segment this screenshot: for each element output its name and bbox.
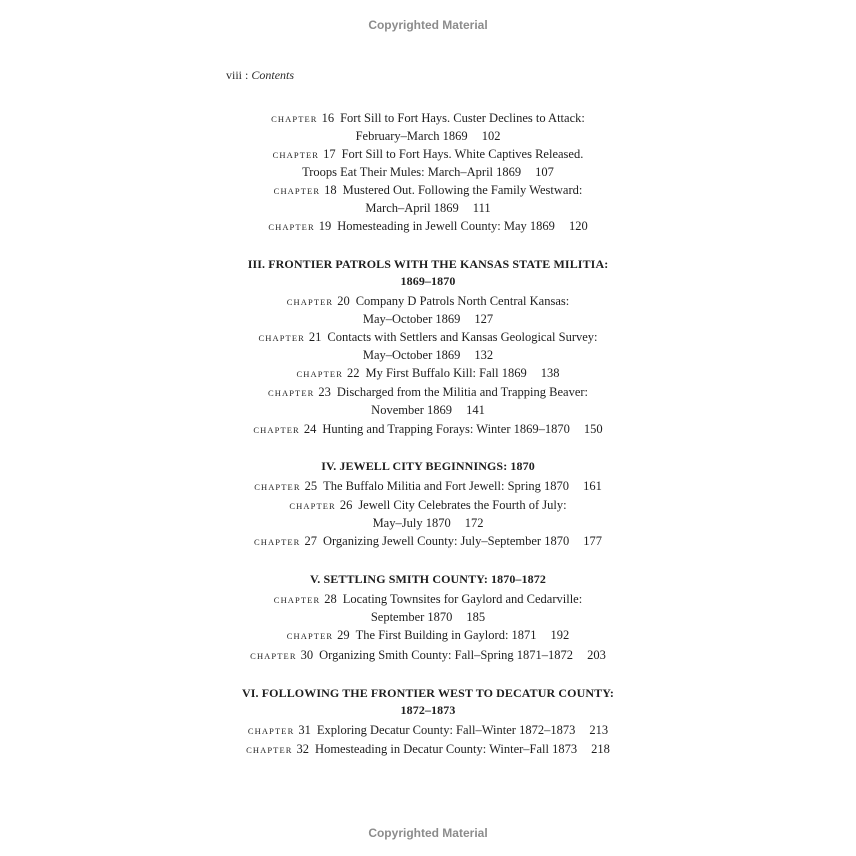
chapter-label: CHAPTER (289, 501, 336, 511)
chapter-number: 26 (339, 498, 353, 512)
chapter-label: CHAPTER (267, 388, 315, 398)
copyright-watermark-bottom: Copyrighted Material (368, 826, 488, 840)
page-number: 192 (550, 628, 570, 642)
part-title: III. FRONTIER PATROLS WITH THE KANSAS STATE MILITIA: (247, 257, 609, 271)
page-number: 102 (481, 129, 501, 143)
page-number: 132 (474, 348, 494, 362)
running-head-section: Contents (251, 68, 295, 82)
toc-entry-chapter-24 (226, 421, 630, 439)
chapter-number: 18 (324, 183, 337, 197)
chapter-title: Company D Patrols North Central Kansas: (355, 294, 570, 308)
toc-entry-chapter-32 (226, 741, 630, 759)
part-dates: 1869–1870 (400, 274, 456, 288)
page-number: 172 (464, 516, 484, 530)
running-head-separator: : (245, 68, 249, 82)
toc-entry-chapter-25 (226, 478, 630, 496)
toc-entry-chapter-17 (226, 146, 630, 181)
toc-entry-chapter-27 (226, 533, 630, 551)
chapter-title-continued: May–October 1869 (362, 312, 461, 326)
toc-entry-chapter-16 (226, 110, 630, 145)
chapter-number: 31 (298, 723, 311, 737)
chapter-title-continued: November 1869 (371, 403, 453, 417)
chapter-number: 29 (337, 628, 350, 642)
page-number: 161 (583, 479, 602, 493)
part-title: V. SETTLING SMITH COUNTY: 1870–1872 (310, 572, 546, 586)
part-title: VI. FOLLOWING THE FRONTIER WEST TO DECATUR COUNTY: (242, 686, 614, 700)
toc-entry-chapter-20 (226, 293, 630, 328)
chapter-number: 23 (318, 385, 331, 399)
chapter-title: Fort Sill to Fort Hays. White Captives Released. (341, 147, 584, 161)
part-dates: 1872–1873 (400, 703, 456, 717)
chapter-label: CHAPTER (272, 150, 320, 160)
chapter-title-continued: May–October 1869 (362, 348, 461, 362)
part-heading-v (200, 571, 656, 588)
part-heading-vi (200, 685, 656, 719)
chapter-title: Exploring Decatur County: Fall–Winter 1872–1873 (316, 723, 576, 737)
page-number: 127 (474, 312, 494, 326)
chapter-title: Fort Sill to Fort Hays. Custer Declines to Attack: (340, 111, 585, 125)
page-number: 213 (589, 723, 609, 737)
chapter-number: 21 (308, 330, 322, 344)
folio: viii (226, 68, 243, 82)
chapter-title-continued: February–March 1869 (355, 129, 468, 143)
chapter-number: 30 (300, 648, 314, 662)
page-number: 107 (535, 165, 554, 179)
toc-entry-chapter-30 (226, 647, 630, 665)
chapter-label: CHAPTER (286, 631, 334, 641)
chapter-label: CHAPTER (296, 369, 343, 379)
chapter-label: CHAPTER (247, 726, 295, 736)
chapter-number: 17 (323, 147, 336, 161)
chapter-number: 32 (296, 742, 310, 756)
chapter-title: Homesteading in Jewell County: May 1869 (337, 219, 555, 233)
chapter-number: 28 (324, 592, 337, 606)
chapter-number: 16 (321, 111, 335, 125)
page-number: 120 (568, 219, 588, 233)
page-number: 185 (466, 610, 486, 624)
chapter-label: CHAPTER (253, 425, 300, 435)
chapter-title: My First Buffalo Kill: Fall 1869 (365, 366, 527, 380)
chapter-title: Organizing Smith County: Fall–Spring 1871–1872 (319, 648, 574, 662)
toc-entry-chapter-29 (226, 627, 630, 645)
chapter-label: CHAPTER (254, 537, 301, 547)
page-number: 150 (583, 422, 603, 436)
chapter-label: CHAPTER (273, 595, 321, 605)
chapter-label: CHAPTER (273, 186, 321, 196)
page-number: 111 (472, 201, 491, 215)
part-heading-iv (200, 458, 656, 475)
chapter-label: CHAPTER (254, 482, 301, 492)
chapter-title-continued: September 1870 (370, 610, 453, 624)
page-number: 177 (583, 534, 602, 548)
chapter-label: CHAPTER (250, 651, 297, 661)
page-number: 218 (591, 742, 610, 756)
toc-entry-chapter-19 (226, 218, 630, 236)
chapter-number: 27 (304, 534, 317, 548)
chapter-title: The First Building in Gaylord: 1871 (355, 628, 537, 642)
chapter-number: 19 (318, 219, 332, 233)
chapter-label: CHAPTER (258, 333, 305, 343)
page-number: 138 (540, 366, 560, 380)
page-number: 203 (587, 648, 606, 662)
chapter-title: Contacts with Settlers and Kansas Geological Survey: (327, 330, 598, 344)
toc-entry-chapter-21 (226, 329, 630, 364)
chapter-number: 20 (337, 294, 350, 308)
chapter-label: CHAPTER (268, 222, 315, 232)
part-heading-iii (200, 256, 656, 290)
part-title: IV. JEWELL CITY BEGINNINGS: 1870 (321, 459, 535, 473)
chapter-number: 25 (304, 479, 318, 493)
chapter-number: 22 (346, 366, 360, 380)
chapter-title: The Buffalo Militia and Fort Jewell: Spring 1870 (323, 479, 570, 493)
chapter-title-continued: May–July 1870 (372, 516, 451, 530)
toc-entry-chapter-28 (226, 591, 630, 626)
page-number: 141 (466, 403, 485, 417)
toc-entry-chapter-23 (226, 384, 630, 419)
chapter-title: Hunting and Trapping Forays: Winter 1869–1870 (322, 422, 570, 436)
chapter-label: CHAPTER (286, 297, 334, 307)
toc-entry-chapter-26 (226, 497, 630, 532)
chapter-title-continued: March–April 1869 (365, 201, 459, 215)
toc-entry-chapter-31 (226, 722, 630, 740)
chapter-title: Mustered Out. Following the Family Westward: (342, 183, 583, 197)
copyright-watermark-top: Copyrighted Material (368, 18, 488, 32)
chapter-title: Locating Townsites for Gaylord and Cedarville: (342, 592, 583, 606)
chapter-title: Homesteading in Decatur County: Winter–Fall 1873 (315, 742, 578, 756)
chapter-title: Discharged from the Militia and Trapping Beaver: (336, 385, 589, 399)
chapter-title: Jewell City Celebrates the Fourth of July: (358, 498, 567, 512)
toc-entry-chapter-22 (226, 365, 630, 383)
chapter-label: CHAPTER (246, 745, 293, 755)
chapter-title: Organizing Jewell County: July–September 1870 (322, 534, 570, 548)
running-head (226, 68, 294, 83)
chapter-label: CHAPTER (271, 114, 318, 124)
chapter-number: 24 (303, 422, 317, 436)
toc-entry-chapter-18 (226, 182, 630, 217)
chapter-title-continued: Troops Eat Their Mules: March–April 1869 (302, 165, 522, 179)
